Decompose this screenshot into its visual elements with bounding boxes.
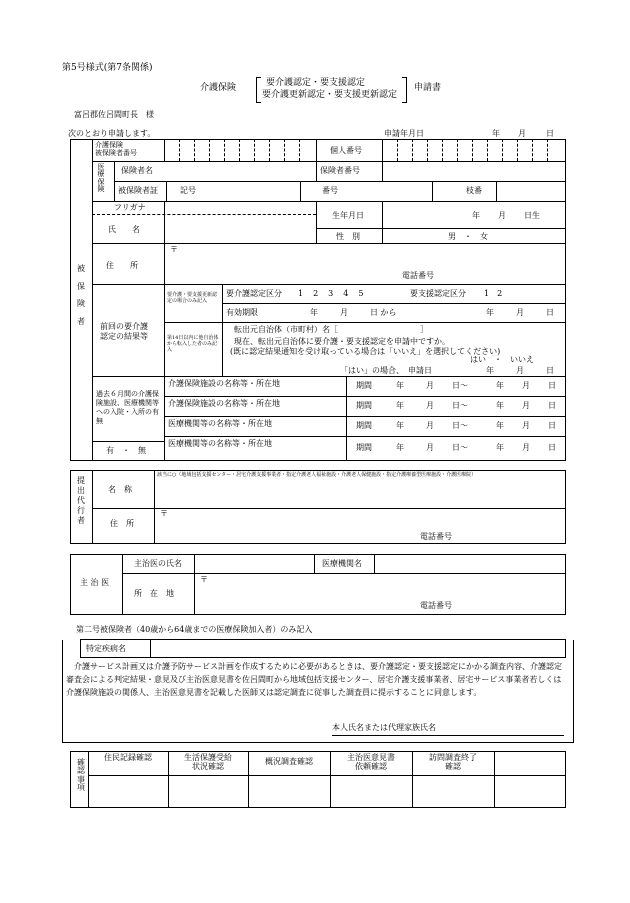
medical-insurance-label: 医療保険 — [97, 163, 105, 194]
consent-text: 介護サービス計画又は介護予防サービス計画を作成するために必要があるときは、要介護認定・要支援認定にかかる調査内容、介護認定審査会による判定結果・意見及び主治医意見書を佐呂間町から地域包括支援センター、居宅介護支援事業者、居宅サービス事業者若しくは介護保険施設の関係人、主治医意見書を記載した医師又は認定調査に従事した調査員に提示することに同意します。 — [66, 662, 562, 697]
facility-row-4-d2: 日 — [548, 443, 556, 452]
confirm-section-label: 確認事項 — [77, 758, 85, 793]
col-divider — [164, 376, 165, 461]
doctor-address-label: 所 在 地 — [134, 589, 174, 598]
title-bracket-right — [402, 77, 407, 103]
disease-label: 特定疾病名 — [86, 644, 126, 653]
renewal-note: 要介護・要支援更新認定の場合のみ記入 — [167, 292, 218, 304]
facility-row-2-m1: 月 — [426, 401, 434, 410]
digit-cell — [284, 139, 285, 161]
digit-cell — [299, 139, 300, 161]
digit-cell — [224, 139, 225, 161]
facility-row-3-y1: 年 — [396, 421, 404, 430]
row-divider — [222, 303, 566, 304]
facility-row-2-label: 介護保険施設の名称等・所在地 — [168, 399, 280, 408]
branch-label: 枝番 — [466, 186, 482, 195]
sex-options[interactable]: 男 ・ 女 — [448, 232, 488, 241]
confirm-col-survey: 概況調査確認 — [265, 757, 313, 766]
presence-options[interactable]: 有 ・ 無 — [106, 446, 146, 455]
submitter-section-label: 提出代行者 — [77, 476, 85, 525]
col-divider — [194, 554, 195, 615]
col-divider — [314, 554, 315, 573]
facility-row-2-d1: 日〜 — [452, 401, 468, 410]
facility-row-4-d1: 日〜 — [452, 443, 468, 452]
digit-cell — [487, 139, 488, 161]
digit-cell — [442, 139, 443, 161]
birth-year: 年 — [472, 211, 480, 220]
intro-text: 次のとおり申請します。 — [68, 129, 156, 138]
confirm-col-visit: 訪問調査終了 確認 — [429, 753, 477, 771]
row-divider — [164, 396, 566, 397]
facility-row-4-label: 医療機関等の名称等・所在地 — [168, 439, 272, 448]
if-yes-date-label: 「はい」の場合、 申請日 — [340, 366, 432, 375]
birth-day: 日生 — [524, 211, 540, 220]
row-divider — [114, 181, 566, 182]
doctor-postal-mark: 〒 — [200, 575, 208, 584]
support-level-label: 要支援認定区分 — [410, 289, 466, 298]
valid-from-month: 月 — [340, 308, 348, 317]
institution-label: 医療機関名 — [322, 559, 362, 568]
facility-row-3-m1: 月 — [426, 421, 434, 430]
row-divider — [164, 322, 566, 323]
col-divider — [382, 139, 383, 161]
signature-line — [332, 735, 564, 736]
col-divider — [300, 181, 301, 201]
facility-row-1-m1: 月 — [426, 381, 434, 390]
personal-number-label: 個人番号 — [330, 146, 362, 155]
signature-label: 本人氏名または代理家族氏名 — [332, 723, 436, 732]
row-divider — [122, 573, 566, 574]
col-divider — [92, 470, 93, 544]
facility-row-4-m1: 月 — [426, 443, 434, 452]
facility-row-3-d1: 日〜 — [452, 421, 468, 430]
facility-row-1-y2: 年 — [496, 381, 504, 390]
row-divider — [92, 441, 164, 442]
row-divider — [92, 161, 566, 162]
digit-cell — [427, 139, 428, 161]
col-divider — [374, 554, 375, 573]
valid-to-month: 月 — [516, 308, 524, 317]
title-line1: 要介護認定・要支援認定 — [266, 78, 366, 88]
pending-question: 現在、転出元自治体に要介護・要支援認定を申請中ですか。 — [234, 337, 450, 346]
facility-row-3-y2: 年 — [496, 421, 504, 430]
furigana-label: フリガナ — [114, 203, 146, 212]
facility-row-1-d2: 日 — [548, 381, 556, 390]
col-divider — [154, 470, 155, 544]
doctor-phone-label: 電話番号 — [420, 601, 452, 610]
facility-row-1-y1: 年 — [396, 381, 404, 390]
disease-table — [80, 639, 566, 658]
transfer-note: 第14日以内に他自治体から転入した者のみ記入 — [167, 335, 219, 353]
facility-row-2-y1: 年 — [396, 401, 404, 410]
col-divider — [92, 139, 93, 461]
card-number-label: 番号 — [322, 186, 338, 195]
valid-to-day: 日 — [546, 308, 554, 317]
facility-row-3-m2: 月 — [522, 421, 530, 430]
submitter-postal-mark: 〒 — [160, 509, 168, 518]
pending-year: 年 — [486, 366, 494, 375]
col-divider — [316, 201, 317, 243]
pending-note: (既に認定結果通知を受け取っている場合は「いいえ」を選択してください) — [230, 347, 501, 356]
row-divider — [88, 775, 566, 776]
col-divider — [164, 201, 165, 243]
care-level-label: 要介護認定区分 — [226, 289, 282, 298]
transfer-from-label: 転出元自治体（市町村）名［ — [234, 325, 338, 334]
title-line2: 要介護更新認定・要支援更新認定 — [262, 90, 398, 100]
col-divider — [346, 376, 347, 461]
facility-row-4-m2: 月 — [522, 443, 530, 452]
app-day: 日 — [546, 129, 554, 138]
facility-row-1-period: 期間 — [356, 381, 372, 390]
digit-cell — [517, 139, 518, 161]
facility-row-1-label: 介護保険施設の名称等・所在地 — [168, 379, 280, 388]
col-divider — [166, 181, 167, 201]
digit-cell — [254, 139, 255, 161]
prev-result-label: 前回の要介護 認定の結果等 — [100, 322, 148, 342]
application-date-label: 申請年月日 — [384, 129, 424, 138]
app-month: 月 — [518, 129, 526, 138]
col-divider — [164, 243, 165, 284]
digit-cell — [209, 139, 210, 161]
addressee: 富呂郡佐呂間町長 様 — [74, 110, 154, 119]
transfer-close: ］ — [420, 325, 428, 334]
digit-cell — [179, 139, 180, 161]
care-levels[interactable]: 1 2 3 4 5 — [298, 289, 365, 298]
insurer-name-label: 保険者名 — [121, 166, 153, 175]
insured-section-label: 被保険者 — [77, 264, 85, 326]
title-prefix: 介護保険 — [200, 83, 237, 93]
col-divider — [150, 639, 151, 658]
digit-cell — [269, 139, 270, 161]
facility-row-3-label: 医療機関等の名称等・所在地 — [168, 419, 272, 428]
facility-row-4-period: 期間 — [356, 443, 372, 452]
digit-cell — [239, 139, 240, 161]
col-divider — [164, 139, 165, 161]
row-divider — [316, 228, 566, 229]
col-divider — [494, 751, 495, 808]
furigana-divider — [92, 214, 316, 215]
facility-stay-label: 過去６月間の介護保険施設、医療機関等への入院・入所の有無 — [96, 390, 159, 426]
col-divider — [382, 201, 383, 243]
phone-label: 電話番号 — [402, 271, 434, 280]
doctor-section-label: 主 治 医 — [80, 578, 110, 587]
title-suffix: 申請書 — [414, 83, 442, 93]
postal-mark: 〒 — [170, 245, 178, 254]
valid-to-year: 年 — [486, 308, 494, 317]
doctor-name-label: 主治医の氏名 — [134, 559, 182, 568]
digit-cell — [397, 139, 398, 161]
support-levels[interactable]: 1 2 — [484, 289, 503, 298]
name-label: 氏 名 — [108, 225, 140, 234]
symbol-label: 記号 — [180, 186, 196, 195]
title-bracket-left — [256, 77, 261, 103]
facility-row-3-d2: 日 — [548, 421, 556, 430]
digit-cell — [472, 139, 473, 161]
facility-row-4-y2: 年 — [496, 443, 504, 452]
digit-cell — [547, 139, 548, 161]
digit-cell — [194, 139, 195, 161]
submitter-table — [70, 470, 566, 544]
valid-period-label: 有効期限 — [226, 308, 258, 317]
confirm-col-doctor-opinion: 主治医意見書 依頼確認 — [347, 753, 395, 771]
digit-cell — [502, 139, 503, 161]
row-divider — [164, 436, 566, 437]
col-divider — [382, 161, 383, 181]
pending-day: 日 — [546, 366, 554, 375]
col-divider — [164, 284, 165, 376]
birth-month: 月 — [498, 211, 506, 220]
col-divider — [222, 322, 223, 376]
digit-cell — [412, 139, 413, 161]
birthdate-label: 生年月日 — [332, 211, 364, 220]
col-divider — [316, 139, 317, 161]
facility-row-2-period: 期間 — [356, 401, 372, 410]
col-divider — [122, 554, 123, 615]
col-divider — [316, 161, 317, 181]
consent-box-right — [573, 640, 574, 742]
facility-row-2-y2: 年 — [496, 401, 504, 410]
col-divider — [432, 181, 433, 201]
facility-row-4-y1: 年 — [396, 443, 404, 452]
confirm-col-resident: 住民記録確認 — [104, 753, 152, 762]
insured-number-label: 介護保険 被保険者番号 — [95, 141, 137, 158]
pending-month: 月 — [516, 366, 524, 375]
col-divider — [496, 181, 497, 201]
submitter-phone-label: 電話番号 — [420, 532, 452, 541]
facility-row-1-d1: 日〜 — [452, 381, 468, 390]
sex-label: 性 別 — [336, 232, 360, 241]
form-number: 第5号様式(第7条関係) — [62, 63, 153, 73]
facility-row-1-m2: 月 — [522, 381, 530, 390]
facility-row-2-m2: 月 — [522, 401, 530, 410]
consent-box-left — [62, 640, 63, 742]
digit-cell — [457, 139, 458, 161]
digit-cell — [532, 139, 533, 161]
submitter-address-label: 住 所 — [110, 519, 134, 528]
submitter-type-note: 該当に○（地域包括支援センター・居宅介護支援事業者・指定介護老人福祉施設・介護老人保健施設・指定介護療養型医療施設・介護医療院） — [157, 472, 477, 478]
address-label: 住 所 — [106, 261, 138, 270]
consent-box-bottom — [62, 742, 574, 743]
confirm-col-welfare: 生活保護受給 状況確認 — [184, 753, 232, 771]
facility-row-2-d2: 日 — [548, 401, 556, 410]
valid-from-suffix: 日 から — [370, 308, 397, 317]
valid-from-year: 年 — [310, 308, 318, 317]
insurance-card-label: 被保険者証 — [118, 186, 158, 195]
app-year: 年 — [492, 129, 500, 138]
facility-row-3-period: 期間 — [356, 421, 372, 430]
yes-no-options[interactable]: はい ・ いいえ — [470, 355, 534, 364]
row-divider — [164, 416, 566, 417]
insurer-number-label: 保険者番号 — [320, 166, 360, 175]
submitter-name-label: 名 称 — [108, 485, 132, 494]
second-insured-note: 第二号被保険者（40歳から64歳までの医療保険加入者）のみ記入 — [76, 625, 313, 634]
